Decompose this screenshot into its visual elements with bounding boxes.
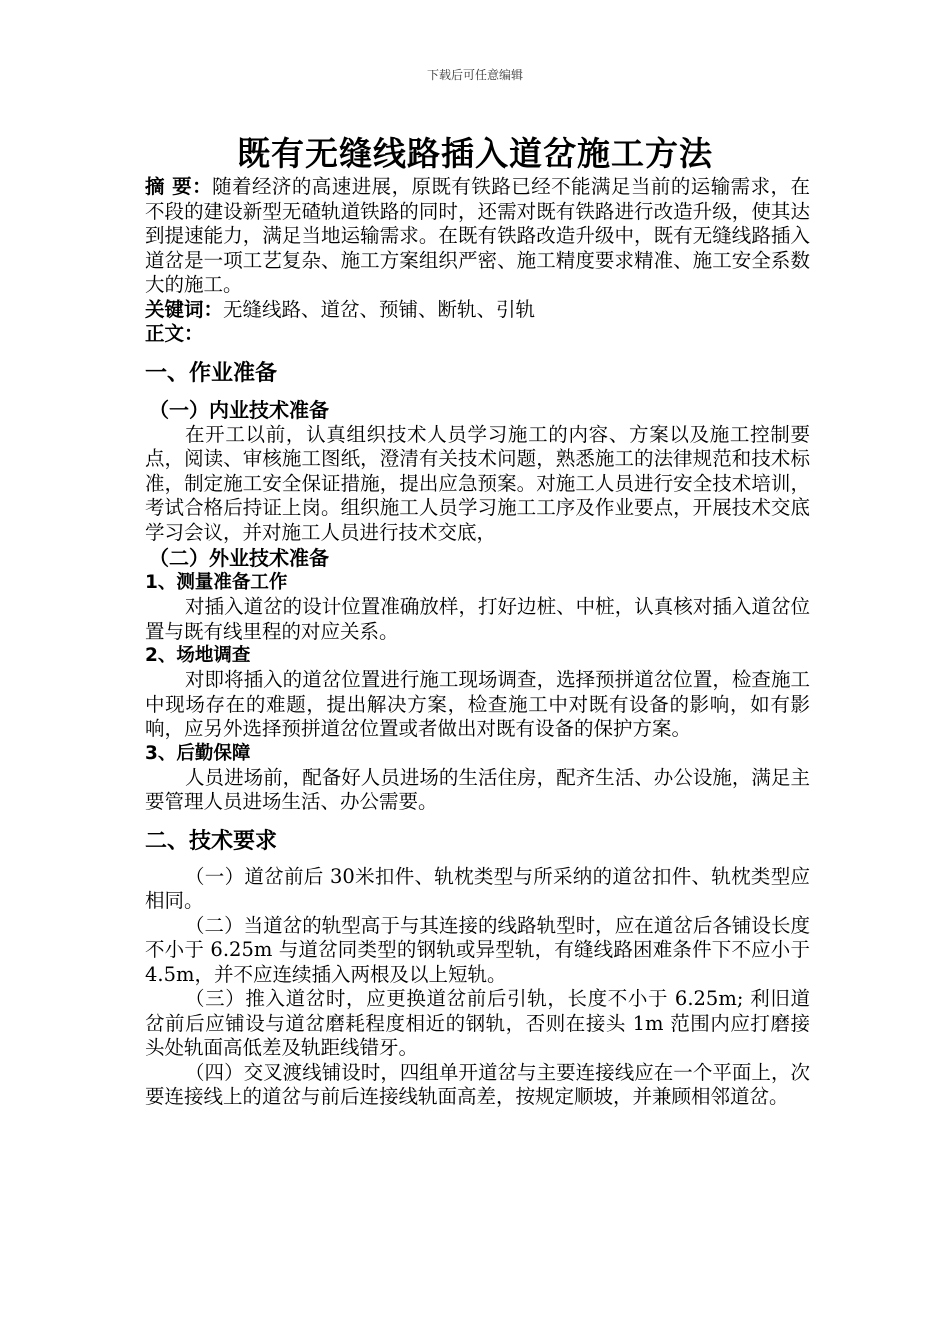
paragraph: 对即将插入的道岔位置进行施工现场调查，选择预拼道岔位置，检查施工中现场存在的难题，提出解决方案，检查施工中对既有设备的影响，如有影响，应另外选择预拼道岔位置或者做出对既有设备的保护方案。 [145, 668, 810, 740]
paragraph: （三）推入道岔时，应更换道岔前后引轨，长度不小于 6.25m; 利旧道岔前后应铺设与道岔磨耗程度相近的钢轨，否则在接头 1m 范围内应打磨接头处轨面高低差及轨距线错牙。 [145, 987, 810, 1059]
abstract-paragraph [145, 175, 810, 298]
page-header: 下载后可任意编辑 [426, 68, 523, 82]
paragraph: （二）当道岔的轨型高于与其连接的线路轨型时，应在道岔后各铺设长度不小于 6.25m 与道岔同类型的钢轨或异型轨，有缝线路困难条件下不应小于 4.5m，并不应连续插入两根及以上短轨。 [145, 913, 810, 986]
keywords-paragraph [145, 298, 810, 323]
abstract-label: 摘 要： [145, 175, 213, 198]
paragraph: （一）道岔前后 30米扣件、轨枕类型与所采纳的道岔扣件、轨枕类型应相同。 [145, 864, 810, 912]
body-label: 正文： [145, 322, 204, 345]
abstract-text: 随着经济的高速进展，原既有铁路已经不能满足当前的运输需求，在不段的建设新型无碴轨道铁路的同时，还需对既有铁路进行改造升级，使其达到提速能力，满足当地运输需求。在既有铁路改造升级中，既有无缝线路插入道岔是一项工艺复杂、施工方案组织严密、施工精度要求精准、施工安全系数大的施工。 [145, 175, 810, 296]
section-heading: 二、技术要求 [145, 828, 278, 854]
keywords-text: 无缝线路、道岔、预铺、断轨、引轨 [223, 297, 536, 321]
keywords-label: 关键词： [145, 297, 224, 321]
paragraph: 对插入道岔的设计位置准确放样，打好边桩、中桩，认真核对插入道岔位置与既有线里程的对应关系。 [145, 595, 810, 643]
document-body [145, 175, 810, 1110]
paragraph: 在开工以前，认真组织技术人员学习施工的内容、方案以及施工控制要点，阅读、审核施工图纸，澄清有关技术问题，熟悉施工的法律规范和技术标准，制定施工安全保证措施，提出应急预案。对施工人员进行安全技术培训，考试合格后持证上岗。组织施工人员学习施工工序及作业要点，开展技术交底学习会议，并对施工人员进行技术交底， [145, 422, 810, 544]
paragraph: 人员进场前，配备好人员进场的生活住房，配齐生活、办公设施，满足主要管理人员进场生活、办公需要。 [145, 765, 810, 813]
subsection-heading: （一）内业技术准备 [149, 397, 329, 422]
item-heading: 1、测量准备工作 [145, 572, 288, 593]
document-title: 既有无缝线路插入道岔施工方法 [237, 134, 713, 173]
item-heading: 2、场地调查 [145, 645, 251, 666]
item-heading: 3、后勤保障 [145, 742, 251, 764]
paragraph: （四）交叉渡线铺设时，四组单开道岔与主要连接线应在一个平面上，次要连接线上的道岔与前后连接线轨面高差，按规定顺坡，并兼顾相邻道岔。 [145, 1060, 810, 1108]
section-heading: 一、作业准备 [145, 360, 278, 386]
subsection-heading: （二）外业技术准备 [149, 546, 329, 570]
